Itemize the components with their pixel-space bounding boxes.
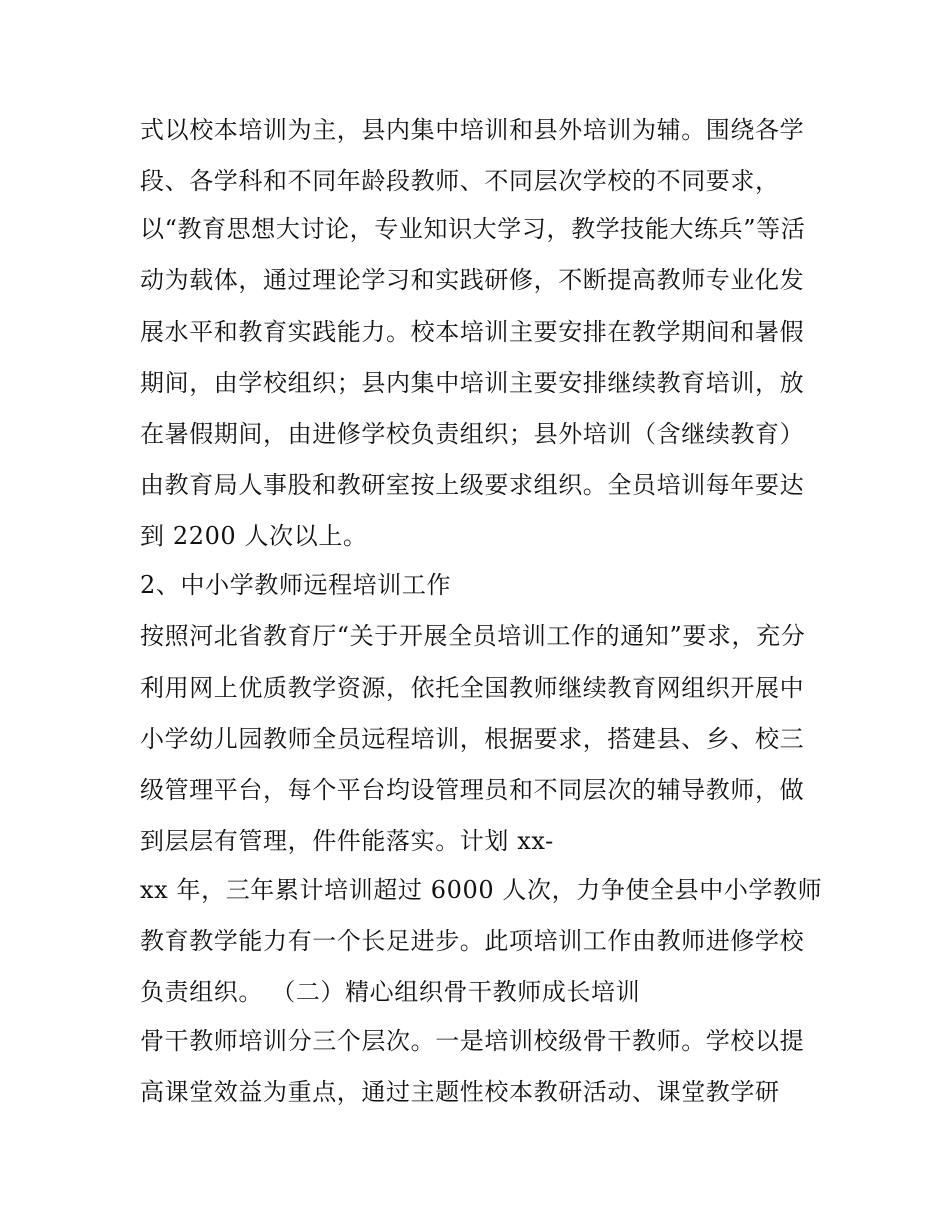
paragraph-line: xx 年，三年累计培训超过 6000 人次，力争使全县中小学教师 (140, 876, 823, 904)
paragraph-line: 利用网上优质教学资源，依托全国教师继续教育网组织开展中 (140, 674, 805, 702)
paragraph-line: 教育教学能力有一个长足进步。此项培训工作由教师进修学校 (140, 927, 805, 955)
paragraph-line: 以“教育思想大讨论，专业知识大学习，教学技能大练兵”等活 (140, 215, 806, 243)
paragraph-line: 负责组织。 （二）精心组织骨干教师成长培训 (140, 978, 641, 1006)
paragraph-line: 高课堂效益为重点，通过主题性校本教研活动、课堂教学研 (140, 1078, 780, 1106)
paragraph-line: 由教育局人事股和教研室按上级要求组织。全员培训每年要达 (140, 471, 805, 499)
paragraph-line: 按照河北省教育厅“关于开展全员培训工作的通知”要求，充分 (140, 622, 806, 650)
section-heading: 2、中小学教师远程培训工作 (140, 571, 452, 599)
paragraph-line: 小学幼儿园教师全员远程培训，根据要求，搭建县、乡、校三 (140, 725, 805, 753)
paragraph-line: 在暑假期间，由进修学校负责组织；县外培训（含继续教育） (140, 420, 805, 448)
paragraph-line: 级管理平台，每个平台均设管理员和不同层次的辅导教师，做 (140, 776, 805, 804)
paragraph-line: 动为载体，通过理论学习和实践研修，不断提高教师专业化发 (140, 266, 805, 294)
paragraph-line: 到 2200 人次以上。 (140, 522, 368, 550)
paragraph-line: 到层层有管理，件件能落实。计划 xx- (140, 827, 554, 855)
paragraph-line: 段、各学科和不同年龄段教师、不同层次学校的不同要求， (140, 167, 780, 195)
paragraph-line: 期间，由学校组织；县内集中培训主要安排继续教育培训，放 (140, 369, 805, 397)
paragraph-line: 式以校本培训为主，县内集中培训和县外培训为辅。围绕各学 (140, 116, 805, 144)
paragraph-line: 骨干教师培训分三个层次。一是培训校级骨干教师。学校以提 (140, 1027, 805, 1055)
paragraph-line: 展水平和教育实践能力。校本培训主要安排在教学期间和暑假 (140, 318, 805, 346)
